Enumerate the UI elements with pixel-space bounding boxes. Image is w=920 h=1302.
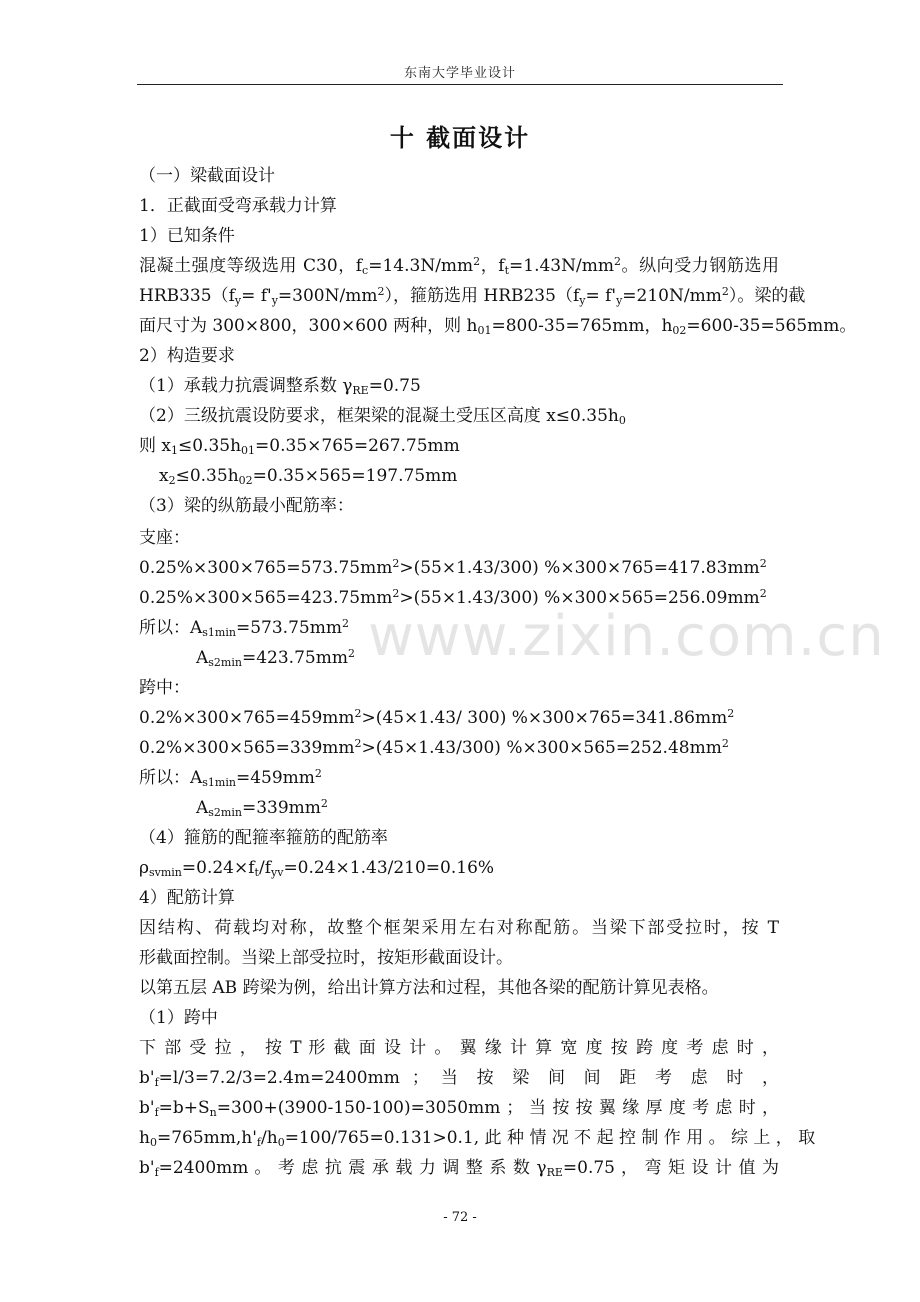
paragraph-line: 以第五层 AB 跨梁为例，给出计算方法和过程，其他各梁的配筋计算见表格。 [139,978,719,998]
paragraph-line: 面尺寸为 300×800，300×600 两种，则 $h_{01}=800-35=765mm$，$h_{02}=600-35=565mm$。 [139,316,857,337]
paragraph-line: $HRB335(f_y= f'_y=300N/mm^2)$，箍筋选用 $HRB235(f_y= f'_y=210N/mm^2)$。梁的截 [139,285,806,307]
page-header: 东南大学毕业设计 [403,66,516,81]
label-line: 支座： [139,528,190,548]
page-number: - 72 - [443,1210,477,1225]
paragraph-line: 形截面控制。当梁上部受拉时，按矩形截面设计。 [139,948,513,968]
item-heading: 2）构造要求 [139,346,235,366]
formula-line: $x_2\le 0.35h_{02}=0.35\times 565=197.75mm$ [159,466,458,487]
formula-line: $A_{s2min}=339mm^2$ [196,797,328,819]
header-rule [137,84,783,85]
section-title: 十 截面设计 [389,124,531,152]
formula-line: $0.2\%\times 300\times 565=339mm^2>(45\times 1.43/300)$ $\%\times 300\times 565=252.48mm^2$ [139,737,729,758]
paragraph-line: 混凝土强度等级选用 C30，$f_c=14.3N/mm^2$，$f_t=1.43N/mm^2$。纵向受力钢筋选用 [139,255,780,277]
formula-line: $\rho_{svmin}=0.24\times f_t/f_{yv}=0.24\times 1.43/210=0.16\%$ [139,858,495,879]
item-heading: （4）箍筋的配箍率箍筋的配筋率 [139,828,388,848]
formula-line: （1）承载力抗震调整系数 $\gamma_{RE}=0.75$ [139,376,421,397]
formula-line: 所以：$A_{s1min}=573.75mm^2$ [139,617,349,639]
watermark: www.zixin.com.cn [368,604,885,669]
item-heading: （1）跨中 [139,1008,218,1028]
paragraph-line: 下 部 受 拉 ， 按 T 形 截 面 设 计 。 翼 缘 计 算 宽 度 按 跨 度 考 虑 时 ， [139,1038,779,1058]
paragraph-line: $b'_f=l/3=7.2/3=2.4m=2400mm$ ； 当 按 梁 间 间 距 考 虑 时 ， [139,1068,779,1089]
formula-line: $0.25\%\times 300\times 765=573.75mm^2>(55\times 1.43/300)$ $\%\times 300\times 765=417.83mm^2$ [139,557,767,578]
paragraph-line: $b'_f=2400mm$ 。 考 虑 抗 震 承 载 力 调 整 系 数 $\gamma_{RE}=0.75$ ， 弯 矩 设 计 值 为 [139,1158,779,1179]
subsection-heading: （一）梁截面设计 [139,166,275,186]
formula-line: $0.2\%\times 300\times 765=459mm^2>(45\times 1.43/$ 300) $\%\times 300\times 765=341.86mm^2$ [139,707,735,728]
paragraph-line: $h_0=765mm,h'_f/h_0=100/765=0.131>0.1$, 此 种 情 况 不 起 控 制 作 用 。 综 上 ， 取 [139,1128,816,1149]
item-heading: 1）已知条件 [139,226,235,246]
formula-line: $A_{s2min}=423.75mm^2$ [196,647,355,669]
item-heading: 4）配筋计算 [139,888,235,908]
item-heading: 1．正截面受弯承载力计算 [139,196,337,216]
formula-line: 所以：$A_{s1min}=459mm^2$ [139,767,322,789]
item-heading: （3）梁的纵筋最小配筋率： [139,496,354,516]
formula-line: 则 $x_1\le 0.35h_{01}=0.35\times 765=267.75mm$ [139,436,460,457]
formula-line: $0.25\%\times 300\times 565=423.75mm^2>(55\times 1.43/300)$ $\%\times 300\times 565=256.09mm^2$ [139,587,767,608]
label-line: 跨中： [139,678,190,698]
paragraph-line: $b'_f=b+S_n=300+(3900-150-100)=3050mm$ ； 当 按 按 翼 缘 厚 度 考 虑 时 ， [139,1098,779,1119]
paragraph-line: 因结构、荷载均对称，故整个框架采用左右对称配筋。当梁下部受拉时，按 T [139,918,779,938]
formula-line: （2）三级抗震设防要求，框架梁的混凝土受压区高度 $x\le 0.35h_0$ [139,406,626,427]
